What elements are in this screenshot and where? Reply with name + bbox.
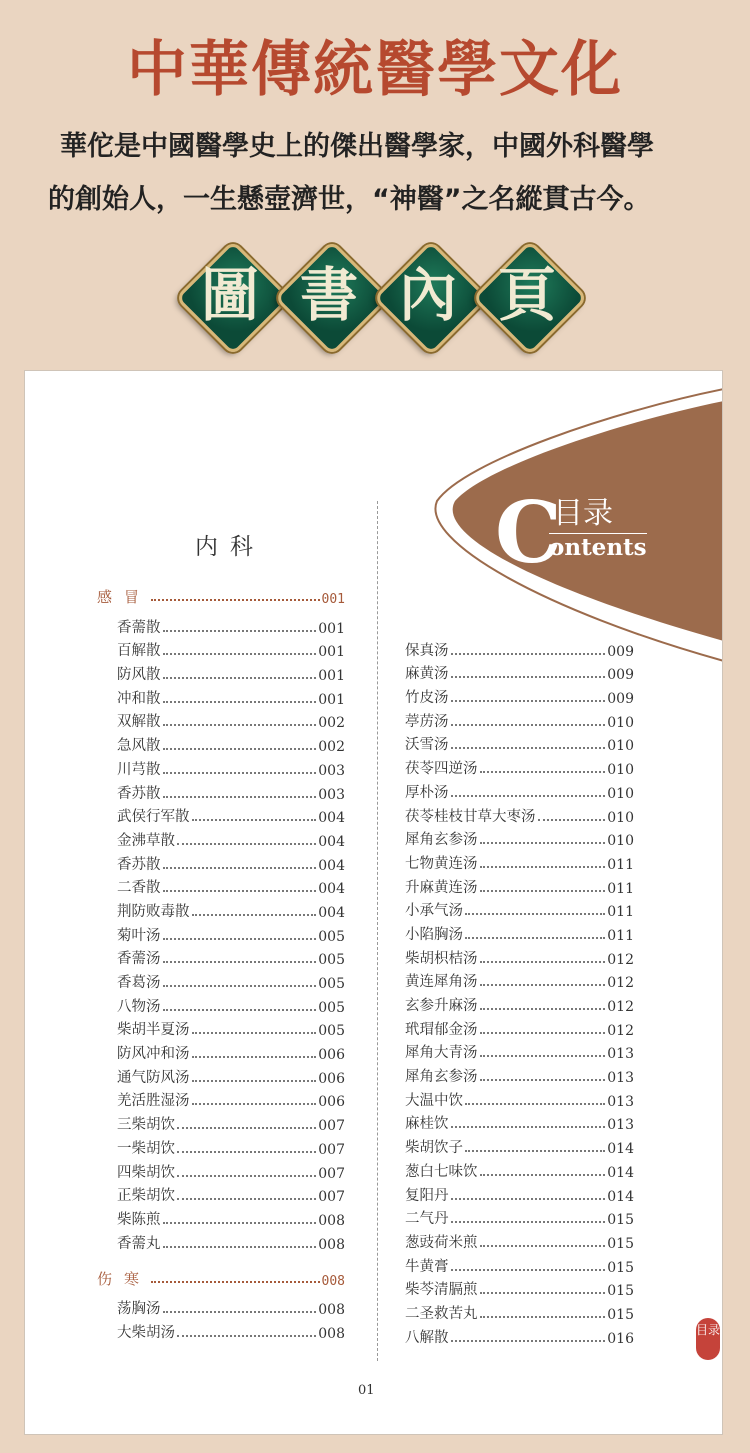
toc-dot-leader (480, 1008, 606, 1010)
toc-dot-leader (163, 1246, 317, 1248)
toc-page-number: 012 (607, 1022, 634, 1039)
toc-page-number: 015 (607, 1212, 634, 1229)
toc-dot-leader (163, 1009, 317, 1011)
toc-page-number: 001 (318, 691, 345, 708)
toc-row (117, 1016, 345, 1040)
badge-glyph: 內 (398, 261, 457, 329)
toc-page-number: 013 (607, 1117, 634, 1134)
toc-entry-name: 通气防风汤 (117, 1069, 190, 1086)
toc-row (405, 1157, 634, 1181)
toc-row (405, 707, 634, 731)
toc-entry-name: 七物黄连汤 (405, 855, 478, 872)
badge-tu (182, 247, 278, 343)
toc-dot-leader (192, 1056, 317, 1058)
contents-seal: 目录 (696, 1318, 720, 1360)
toc-entry-name: 羌活胜湿汤 (117, 1093, 190, 1110)
toc-page-number: 009 (607, 691, 634, 708)
toc-page-number: 008 (318, 1212, 345, 1229)
toc-row (405, 1276, 634, 1300)
toc-page-number: 012 (607, 999, 634, 1015)
toc-row (405, 754, 634, 778)
toc-dot-leader (480, 1079, 606, 1081)
toc-page-number: 015 (607, 1283, 634, 1300)
toc-row (117, 1158, 345, 1182)
toc-page-number: 016 (607, 1330, 634, 1347)
toc-row (117, 1110, 345, 1134)
toc-entry-name: 玄参升麻汤 (405, 998, 478, 1014)
toc-page-number: 011 (607, 856, 634, 873)
toc-page-number: 010 (607, 714, 634, 731)
toc-dot-leader (177, 1127, 316, 1129)
toc-row (405, 1252, 634, 1276)
toc-entry-name: 二圣救苦丸 (405, 1305, 478, 1322)
toc-dot-leader (177, 1175, 316, 1177)
toc-page-number: 014 (607, 1141, 634, 1158)
toc-page-number: 001 (318, 644, 345, 661)
toc-page-number: 001 (321, 592, 345, 607)
toc-entry-name: 升麻黄连汤 (405, 879, 478, 896)
toc-dot-leader (177, 843, 316, 845)
toc-page-number: 015 (607, 1235, 634, 1252)
toc-dot-leader (177, 1335, 316, 1337)
toc-category-row (97, 577, 345, 607)
toc-entry-name: 金沸草散 (117, 832, 175, 849)
toc-page-number: 005 (318, 952, 345, 969)
toc-row (117, 1229, 345, 1253)
toc-category-name: 伤寒 (97, 1269, 152, 1288)
toc-dot-leader (451, 676, 606, 678)
toc-dot-leader (163, 867, 317, 869)
toc-row (117, 1039, 345, 1063)
toc-row (117, 1134, 345, 1158)
toc-entry-name: 香苏散 (117, 785, 161, 802)
toc-dot-leader (163, 748, 317, 750)
hero-description-line-1: 華佗是中國醫學史上的傑出醫學家，中國外科醫學 (60, 131, 654, 162)
toc-entry-name: 防风散 (117, 667, 161, 684)
toc-row (117, 1205, 345, 1229)
toc-dot-leader (163, 677, 317, 679)
toc-row (405, 778, 634, 802)
toc-dot-leader (480, 961, 606, 963)
toc-row (117, 897, 345, 921)
toc-dot-leader (465, 1150, 605, 1152)
toc-entry-name: 小承气汤 (405, 903, 463, 920)
toc-dot-leader (465, 937, 605, 939)
toc-right-column (405, 636, 634, 1347)
toc-row (117, 1063, 345, 1087)
toc-entry-name: 葱白七味饮 (405, 1163, 478, 1180)
toc-dot-leader (163, 630, 317, 632)
toc-page-number: 007 (318, 1165, 345, 1182)
toc-row (117, 1318, 345, 1342)
toc-entry-name: 柴胡枳桔汤 (405, 950, 478, 967)
toc-entry-name: 柴陈煎 (117, 1211, 161, 1228)
toc-row (117, 637, 345, 661)
toc-page-number: 005 (318, 999, 345, 1016)
toc-dot-leader (451, 1340, 606, 1342)
toc-entry-name: 保真汤 (405, 642, 449, 659)
toc-row (405, 873, 634, 897)
toc-entry-name: 八物汤 (117, 998, 161, 1015)
toc-page-number: 004 (318, 857, 345, 874)
toc-entry-name: 黄连犀角汤 (405, 974, 478, 991)
toc-row (405, 660, 634, 684)
toc-entry-name: 小陷胸汤 (405, 926, 463, 943)
toc-entry-name: 香苏散 (117, 856, 161, 873)
toc-entry-name: 茯苓四逆汤 (405, 761, 478, 778)
toc-row (117, 1087, 345, 1111)
toc-dot-leader (480, 842, 606, 844)
toc-entry-name: 沃雪汤 (405, 737, 449, 754)
toc-entry-name: 香薷丸 (117, 1235, 161, 1252)
toc-entry-name: 麻黄汤 (405, 666, 449, 683)
toc-page-number: 005 (318, 1023, 345, 1040)
toc-row (405, 920, 634, 944)
toc-row (405, 636, 634, 660)
toc-page-number: 012 (607, 975, 634, 992)
toc-entry-name: 武侯行军散 (117, 809, 190, 826)
badge-glyph: 圖 (200, 261, 259, 329)
toc-row (405, 1299, 634, 1323)
toc-dot-leader (480, 1245, 606, 1247)
toc-entry-name: 二香散 (117, 880, 161, 897)
toc-dot-leader (163, 961, 317, 963)
toc-entry-name: 葱豉荷米煎 (405, 1234, 478, 1251)
toc-dot-leader (451, 795, 606, 797)
toc-dot-leader (480, 1316, 606, 1318)
toc-dot-leader (192, 1103, 317, 1105)
toc-page-number: 013 (607, 1046, 634, 1063)
toc-row (405, 826, 634, 850)
contents-logo-chinese: 目录 (553, 496, 613, 531)
toc-row (117, 992, 345, 1016)
badge-ye (479, 247, 575, 343)
toc-dot-leader (451, 1221, 606, 1223)
toc-dot-leader (538, 819, 606, 821)
toc-entry-name: 麻桂饮 (405, 1116, 449, 1133)
toc-dot-leader (480, 1055, 606, 1057)
toc-page-number: 013 (607, 1093, 634, 1110)
toc-dot-leader (465, 913, 605, 915)
toc-dot-leader (192, 914, 317, 916)
toc-dot-leader (163, 890, 317, 892)
toc-entry-name: 二气丹 (405, 1211, 449, 1228)
toc-dot-leader (163, 985, 317, 987)
toc-row (405, 1205, 634, 1229)
toc-row (405, 1110, 634, 1134)
toc-dot-leader (163, 938, 317, 940)
toc-entry-name: 双解散 (117, 714, 161, 731)
toc-row (117, 755, 345, 779)
toc-entry-name: 防风冲和汤 (117, 1046, 190, 1063)
toc-page-number: 007 (318, 1189, 345, 1206)
toc-entry-name: 正柴胡饮 (117, 1188, 175, 1205)
toc-entry-name: 玳瑁郁金汤 (405, 1021, 478, 1038)
toc-row (117, 826, 345, 850)
toc-row (405, 849, 634, 873)
toc-page-number: 001 (318, 668, 345, 685)
toc-dot-leader (451, 1269, 606, 1271)
toc-dot-leader (480, 890, 606, 892)
toc-row (117, 968, 345, 992)
toc-page-number: 005 (318, 976, 345, 992)
hero-description (48, 120, 708, 226)
toc-left-column (97, 577, 345, 1342)
toc-category-name: 感冒 (97, 588, 152, 606)
toc-category-row (97, 1259, 345, 1289)
toc-row (405, 944, 634, 968)
toc-dot-leader (163, 701, 317, 703)
toc-entry-name: 急风散 (117, 738, 161, 755)
toc-dot-leader (192, 1032, 317, 1034)
toc-page-number: 010 (607, 833, 634, 850)
toc-entry-name: 四柴胡饮 (117, 1164, 175, 1181)
toc-row (117, 660, 345, 684)
toc-page-number: 004 (318, 881, 345, 898)
toc-entry-name: 香葛汤 (117, 975, 161, 991)
toc-dot-leader (480, 1174, 606, 1176)
toc-entry-name: 厚朴汤 (405, 784, 449, 801)
toc-row (117, 921, 345, 945)
toc-dot-leader (177, 1151, 316, 1153)
toc-dot-leader (451, 1126, 606, 1128)
toc-page-number: 015 (607, 1306, 634, 1323)
toc-entry-name: 复阳丹 (405, 1187, 449, 1204)
toc-row (405, 1228, 634, 1252)
toc-dot-leader (480, 1292, 606, 1294)
toc-dot-leader (451, 1198, 606, 1200)
toc-row (405, 1181, 634, 1205)
toc-dot-leader (480, 984, 606, 986)
toc-row (405, 683, 634, 707)
toc-page-number: 010 (607, 762, 634, 779)
toc-page-number: 006 (318, 1047, 345, 1064)
toc-row (405, 1133, 634, 1157)
toc-page-number: 001 (318, 620, 345, 637)
toc-entry-name: 柴胡半夏汤 (117, 1022, 190, 1039)
toc-page-number: 011 (607, 904, 634, 921)
toc-row (117, 874, 345, 898)
toc-row (405, 1062, 634, 1086)
toc-page-number: 014 (607, 1188, 634, 1205)
toc-entry-name: 大柴胡汤 (117, 1324, 175, 1341)
toc-entry-name: 犀角玄参汤 (405, 832, 478, 849)
toc-entry-name: 香薷散 (117, 619, 161, 636)
toc-entry-name: 一柴胡饮 (117, 1140, 175, 1157)
toc-dot-leader (480, 866, 606, 868)
toc-entry-name: 菊叶汤 (117, 927, 161, 944)
toc-page-number: 008 (318, 1302, 345, 1319)
toc-page-number: 004 (318, 810, 345, 827)
toc-page-number: 008 (321, 1273, 345, 1289)
toc-entry-name: 犀角大青汤 (405, 1045, 478, 1062)
toc-page-number: 010 (607, 809, 634, 826)
toc-page-number: 009 (607, 667, 634, 684)
toc-dot-leader (451, 747, 606, 749)
toc-entry-name: 大温中饮 (405, 1092, 463, 1109)
toc-row (405, 1086, 634, 1110)
toc-page-number: 008 (318, 1325, 345, 1342)
toc-page-number: 006 (318, 1070, 345, 1087)
toc-page-number: 015 (607, 1259, 634, 1276)
toc-entry-name: 三柴胡饮 (117, 1117, 175, 1134)
toc-dot-leader (451, 653, 606, 655)
toc-page-number: 008 (318, 1236, 345, 1253)
badge-nei (380, 247, 476, 343)
badge-shu (281, 247, 377, 343)
toc-page-number: 012 (607, 951, 634, 968)
toc-row (117, 1182, 345, 1206)
toc-entry-name: 茯苓桂枝甘草大枣汤 (405, 808, 536, 825)
toc-page-number: 004 (318, 904, 345, 921)
toc-row (405, 897, 634, 921)
page-number: 01 (358, 1383, 375, 1398)
toc-dot-leader (163, 724, 317, 726)
toc-page-number: 002 (318, 739, 345, 756)
toc-row (117, 708, 345, 732)
toc-entry-name: 八解散 (405, 1329, 449, 1346)
toc-row (405, 1323, 634, 1347)
toc-entry-name: 柴芩清膈煎 (405, 1282, 478, 1299)
hero-description-line-2: 的創始人，一生懸壺濟世，“神醫”之名縱貫古今。 (48, 184, 651, 215)
toc-entry-name: 犀角玄参汤 (405, 1069, 478, 1086)
contents-logo-english: ontents (549, 534, 647, 561)
section-title: 内科 (195, 534, 265, 560)
toc-row (117, 731, 345, 755)
toc-row (117, 684, 345, 708)
toc-dot-leader (163, 796, 317, 798)
toc-page-number: 011 (607, 927, 634, 944)
toc-dot-leader (177, 1198, 316, 1200)
toc-dot-leader (192, 1080, 317, 1082)
toc-page-number: 006 (318, 1094, 345, 1111)
toc-row (117, 945, 345, 969)
hero-title: 中華傳統醫學文化 (127, 35, 623, 105)
toc-row (117, 1295, 345, 1319)
toc-dot-leader (163, 1222, 317, 1224)
contents-logo-c: C (495, 483, 562, 582)
toc-entry-name: 牛黄膏 (405, 1258, 449, 1275)
toc-entry-name: 川芎散 (117, 761, 161, 778)
toc-entry-name: 荆防败毒散 (117, 903, 190, 920)
toc-row (405, 968, 634, 992)
toc-dot-leader (192, 819, 317, 821)
toc-page-number: 013 (607, 1070, 634, 1087)
toc-page-number: 003 (318, 786, 345, 803)
toc-dot-leader (451, 700, 606, 702)
toc-page-number: 004 (318, 833, 345, 850)
toc-row (405, 991, 634, 1015)
toc-dot-leader (163, 772, 317, 774)
column-divider (377, 501, 378, 1361)
toc-page-number: 007 (318, 1141, 345, 1158)
toc-page-number: 014 (607, 1164, 634, 1181)
toc-dot-leader (465, 1103, 605, 1105)
toc-page-number: 009 (607, 643, 634, 660)
toc-entry-name: 冲和散 (117, 690, 161, 707)
toc-row (405, 802, 634, 826)
toc-row (117, 779, 345, 803)
toc-dot-leader (163, 653, 317, 655)
toc-dot-leader (163, 1311, 317, 1313)
toc-dot-leader (480, 1032, 606, 1034)
toc-entry-name: 百解散 (117, 643, 161, 660)
badge-glyph: 書 (299, 261, 358, 329)
toc-page-number: 010 (607, 785, 634, 802)
toc-row (405, 1015, 634, 1039)
toc-page-number: 011 (607, 880, 634, 897)
toc-page-number: 007 (318, 1118, 345, 1135)
toc-dot-leader (151, 599, 320, 601)
toc-row (405, 731, 634, 755)
toc-dot-leader (451, 724, 606, 726)
toc-page-number: 005 (318, 928, 345, 945)
toc-row (117, 803, 345, 827)
toc-page-number: 002 (318, 715, 345, 732)
toc-entry-name: 竹皮汤 (405, 690, 449, 707)
toc-entry-name: 香薷汤 (117, 951, 161, 968)
toc-entry-name: 荡胸汤 (117, 1301, 161, 1318)
toc-page-number: 003 (318, 762, 345, 779)
toc-row (117, 850, 345, 874)
toc-entry-name: 柴胡饮子 (405, 1140, 463, 1157)
toc-page-number: 010 (607, 738, 634, 755)
toc-dot-leader (151, 1281, 320, 1283)
book-page (24, 370, 723, 1435)
toc-row (117, 613, 345, 637)
toc-row (405, 1039, 634, 1063)
badge-glyph: 頁 (497, 261, 556, 329)
toc-entry-name: 葶苈汤 (405, 713, 449, 730)
toc-dot-leader (480, 771, 606, 773)
